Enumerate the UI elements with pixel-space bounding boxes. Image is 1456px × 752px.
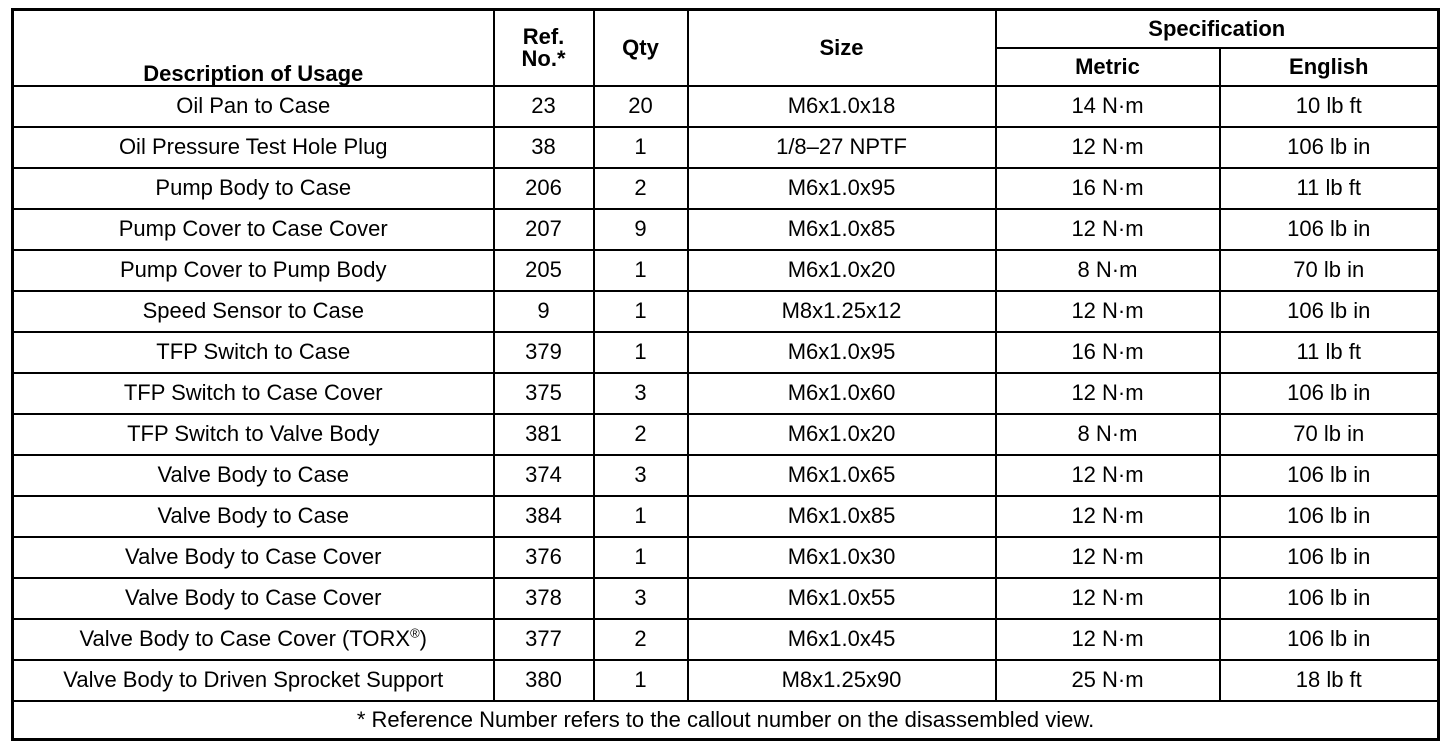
size-cell: M8x1.25x12 [688, 291, 996, 332]
english-cell: 106 lb in [1220, 578, 1439, 619]
size-cell: M6x1.0x55 [688, 578, 996, 619]
english-cell: 70 lb in [1220, 414, 1439, 455]
description-cell: TFP Switch to Case Cover [13, 373, 494, 414]
description-cell: Pump Cover to Pump Body [13, 250, 494, 291]
size-cell: M6x1.0x60 [688, 373, 996, 414]
qty-cell: 1 [594, 250, 688, 291]
header-row [13, 10, 1439, 48]
ref-cell: 38 [494, 127, 594, 168]
size-cell: M6x1.0x45 [688, 619, 996, 660]
ref-header-line2: No.* [521, 45, 566, 71]
english-cell: 106 lb in [1220, 496, 1439, 537]
ref-cell: 206 [494, 168, 594, 209]
ref-cell: 374 [494, 455, 594, 496]
metric-cell: 16 N·m [996, 168, 1220, 209]
description-cell [13, 619, 494, 660]
description-cell: Valve Body to Driven Sprocket Support [13, 660, 494, 701]
size-header: Size [688, 10, 996, 86]
metric-cell: 14 N·m [996, 86, 1220, 127]
description-cell: TFP Switch to Case [13, 332, 494, 373]
description-header: Description of Usage [13, 10, 494, 86]
specification-header: Specification [996, 10, 1439, 48]
table-row [13, 660, 1439, 701]
description-cell: Valve Body to Case Cover [13, 578, 494, 619]
ref-header-line1: Ref. [522, 23, 565, 49]
metric-cell: 12 N·m [996, 209, 1220, 250]
english-cell: 18 lb ft [1220, 660, 1439, 701]
english-cell: 11 lb ft [1220, 168, 1439, 209]
table-row [13, 332, 1439, 373]
size-cell: M8x1.25x90 [688, 660, 996, 701]
metric-header: Metric [996, 48, 1220, 86]
ref-cell: 376 [494, 537, 594, 578]
ref-cell: 23 [494, 86, 594, 127]
metric-cell: 12 N·m [996, 578, 1220, 619]
qty-cell: 2 [594, 619, 688, 660]
english-cell: 106 lb in [1220, 373, 1439, 414]
table-row [13, 537, 1439, 578]
qty-cell: 1 [594, 127, 688, 168]
table-row [13, 578, 1439, 619]
qty-cell: 20 [594, 86, 688, 127]
metric-cell: 8 N·m [996, 414, 1220, 455]
ref-no-header [494, 10, 594, 86]
qty-cell: 1 [594, 332, 688, 373]
ref-cell: 375 [494, 373, 594, 414]
description-cell: Pump Body to Case [13, 168, 494, 209]
ref-cell: 377 [494, 619, 594, 660]
description-cell: Valve Body to Case [13, 496, 494, 537]
metric-cell: 12 N·m [996, 619, 1220, 660]
table-row [13, 86, 1439, 127]
ref-cell: 9 [494, 291, 594, 332]
table-row [13, 209, 1439, 250]
size-cell: M6x1.0x18 [688, 86, 996, 127]
qty-cell: 3 [594, 373, 688, 414]
metric-cell: 12 N·m [996, 496, 1220, 537]
description-cell: TFP Switch to Valve Body [13, 414, 494, 455]
description-cell: Pump Cover to Case Cover [13, 209, 494, 250]
table-row [13, 373, 1439, 414]
ref-cell: 378 [494, 578, 594, 619]
size-cell: M6x1.0x85 [688, 209, 996, 250]
size-cell: M6x1.0x20 [688, 414, 996, 455]
table-row [13, 414, 1439, 455]
english-cell: 106 lb in [1220, 537, 1439, 578]
table-row [13, 291, 1439, 332]
registered-mark: ® [410, 625, 420, 641]
size-cell: M6x1.0x65 [688, 455, 996, 496]
description-cell: Oil Pressure Test Hole Plug [13, 127, 494, 168]
description-text: Valve Body to Case Cover (TORX [79, 626, 411, 651]
english-cell: 11 lb ft [1220, 332, 1439, 373]
size-cell: M6x1.0x85 [688, 496, 996, 537]
metric-cell: 12 N·m [996, 373, 1220, 414]
description-text-end: ) [419, 626, 427, 651]
qty-cell: 1 [594, 660, 688, 701]
metric-cell: 16 N·m [996, 332, 1220, 373]
english-cell: 106 lb in [1220, 127, 1439, 168]
ref-cell: 205 [494, 250, 594, 291]
ref-cell: 380 [494, 660, 594, 701]
english-cell: 10 lb ft [1220, 86, 1439, 127]
metric-cell: 25 N·m [996, 660, 1220, 701]
description-cell: Oil Pan to Case [13, 86, 494, 127]
table-row [13, 168, 1439, 209]
metric-cell: 12 N·m [996, 291, 1220, 332]
english-cell: 106 lb in [1220, 209, 1439, 250]
qty-header: Qty [594, 10, 688, 86]
ref-cell: 381 [494, 414, 594, 455]
ref-cell: 379 [494, 332, 594, 373]
torque-spec-table [11, 8, 1440, 741]
metric-cell: 12 N·m [996, 537, 1220, 578]
qty-cell: 2 [594, 168, 688, 209]
table-row [13, 127, 1439, 168]
metric-cell: 8 N·m [996, 250, 1220, 291]
qty-cell: 9 [594, 209, 688, 250]
size-cell: M6x1.0x20 [688, 250, 996, 291]
table-row [13, 496, 1439, 537]
ref-cell: 207 [494, 209, 594, 250]
qty-cell: 2 [594, 414, 688, 455]
qty-cell: 3 [594, 455, 688, 496]
size-cell: 1/8–27 NPTF [688, 127, 996, 168]
english-cell: 106 lb in [1220, 291, 1439, 332]
english-cell: 106 lb in [1220, 619, 1439, 660]
metric-cell: 12 N·m [996, 127, 1220, 168]
table-row [13, 250, 1439, 291]
description-cell: Speed Sensor to Case [13, 291, 494, 332]
ref-cell: 384 [494, 496, 594, 537]
english-header: English [1220, 48, 1439, 86]
description-cell: Valve Body to Case [13, 455, 494, 496]
description-cell: Valve Body to Case Cover [13, 537, 494, 578]
qty-cell: 1 [594, 496, 688, 537]
english-cell: 70 lb in [1220, 250, 1439, 291]
size-cell: M6x1.0x30 [688, 537, 996, 578]
qty-cell: 3 [594, 578, 688, 619]
qty-cell: 1 [594, 537, 688, 578]
table-row [13, 619, 1439, 660]
metric-cell: 12 N·m [996, 455, 1220, 496]
size-cell: M6x1.0x95 [688, 168, 996, 209]
table-row [13, 455, 1439, 496]
qty-cell: 1 [594, 291, 688, 332]
english-cell: 106 lb in [1220, 455, 1439, 496]
size-cell: M6x1.0x95 [688, 332, 996, 373]
footnote: * Reference Number refers to the callout number on the disassembled view. [13, 701, 1439, 740]
footnote-row [13, 701, 1439, 740]
